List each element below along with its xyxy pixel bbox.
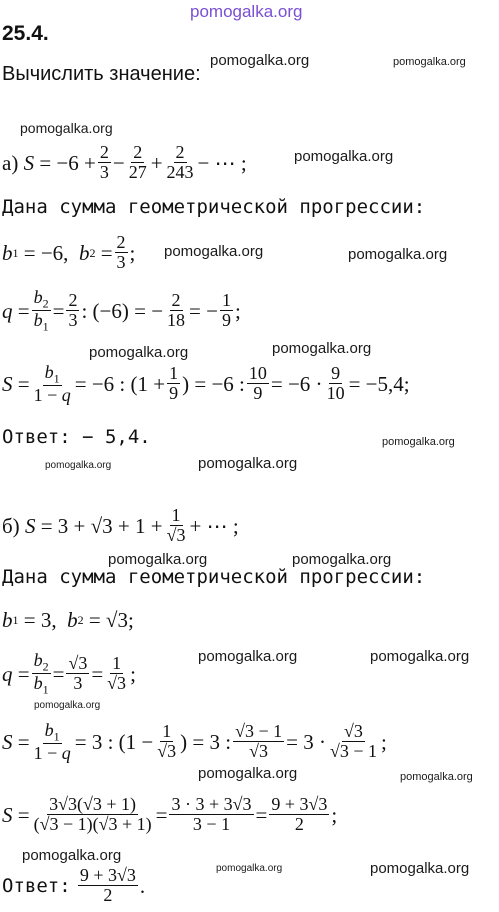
part-a-q-line: q = $\frac{b_2}{b_1}$ = $\frac{2}{3}$ : (−6) = − $\frac{2}{18}$ = − $\frac{1}{9}$ ; xyxy=(2,287,241,334)
watermark: pomogalka.org xyxy=(108,551,208,568)
watermark: pomogalka.org xyxy=(198,648,298,665)
watermark: pomogalka.org xyxy=(348,246,448,263)
part-a-expression: а) S = −6 + $\frac{2}{3}$ − $\frac{2}{27}$ + $\frac{2}{243}$ − ⋯ ; xyxy=(2,142,247,183)
answer-label: Ответ: xyxy=(2,426,71,448)
watermark: pomogalka.org xyxy=(210,52,310,69)
watermark: pomogalka.org xyxy=(198,765,298,782)
part-a-given: Дана сумма геометрической прогрессии: xyxy=(2,196,426,218)
watermark: pomogalka.org xyxy=(382,436,455,448)
watermark: pomogalka.org xyxy=(294,148,394,165)
part-b-given: Дана сумма геометрической прогрессии: xyxy=(2,566,426,588)
watermark: pomogalka.org xyxy=(89,344,189,361)
watermark: pomogalka.org xyxy=(164,243,264,260)
watermark-top: pomogalka.org xyxy=(190,2,303,21)
part-b-s-line2: S = $\frac{3√3(√3 + 1)}{(√3 - 1)(√3 + 1)}$ = $\frac{3 \cdot 3 + 3√3}{3 - 1}$ = $\frac{9 + 3√3}{2}$ ; xyxy=(2,794,338,835)
part-b-terms: b 1 = 3, b 2 = √3; xyxy=(2,607,134,632)
watermark: pomogalka.org xyxy=(370,860,470,877)
watermark: pomogalka.org xyxy=(400,771,473,783)
watermark: pomogalka.org xyxy=(393,56,466,68)
watermark: pomogalka.org xyxy=(34,700,101,711)
answer-label: Ответ: xyxy=(2,875,71,897)
part-b-s-line: S = $\frac{b_1}{1 - q}$ = 3 : (1 − $\frac{1}{√3}$ ) = 3 : $\frac{√3 - 1}{√3}$ = 3 · $\frac{√3}{√3 - 1}$ ; xyxy=(2,719,387,763)
watermark: pomogalka.org xyxy=(45,460,112,471)
watermark: pomogalka.org xyxy=(370,648,470,665)
problem-number: 25.4. xyxy=(2,22,49,45)
part-b-label: б) xyxy=(2,513,20,538)
watermark: pomogalka.org xyxy=(272,340,372,357)
watermark: pomogalka.org xyxy=(198,455,298,472)
watermark: pomogalka.org xyxy=(20,120,113,136)
part-a-label: а) xyxy=(2,150,19,175)
task-text: Вычислить значение: xyxy=(2,63,201,85)
watermark: pomogalka.org xyxy=(216,863,283,874)
part-b-q-line: q = $\frac{b_2}{b_1}$ = $\frac{√3}{3}$ = $\frac{1}{√3}$ ; xyxy=(2,650,136,697)
part-a-terms: b 1 = −6, b 2 = $\frac{2}{3}$ ; xyxy=(2,232,136,273)
part-a-s-line: S = $\frac{b_1}{1 - q}$ = −6 : (1 + $\frac{1}{9}$ ) = −6 : $\frac{10}{9}$ = −6 · $\frac{9}{10}$ = −5,4; xyxy=(2,361,410,405)
part-a-answer xyxy=(2,426,151,448)
watermark: pomogalka.org xyxy=(292,551,392,568)
part-b-answer: Ответ: $\frac{9 + 3√3}{2}$ . xyxy=(2,865,146,906)
part-b-expression: б) S = 3 + √3 + 1 + $\frac{1}{√3}$ + ⋯ ; xyxy=(2,505,239,546)
answer-value: − 5,4. xyxy=(82,426,151,448)
watermark: pomogalka.org xyxy=(22,847,122,864)
